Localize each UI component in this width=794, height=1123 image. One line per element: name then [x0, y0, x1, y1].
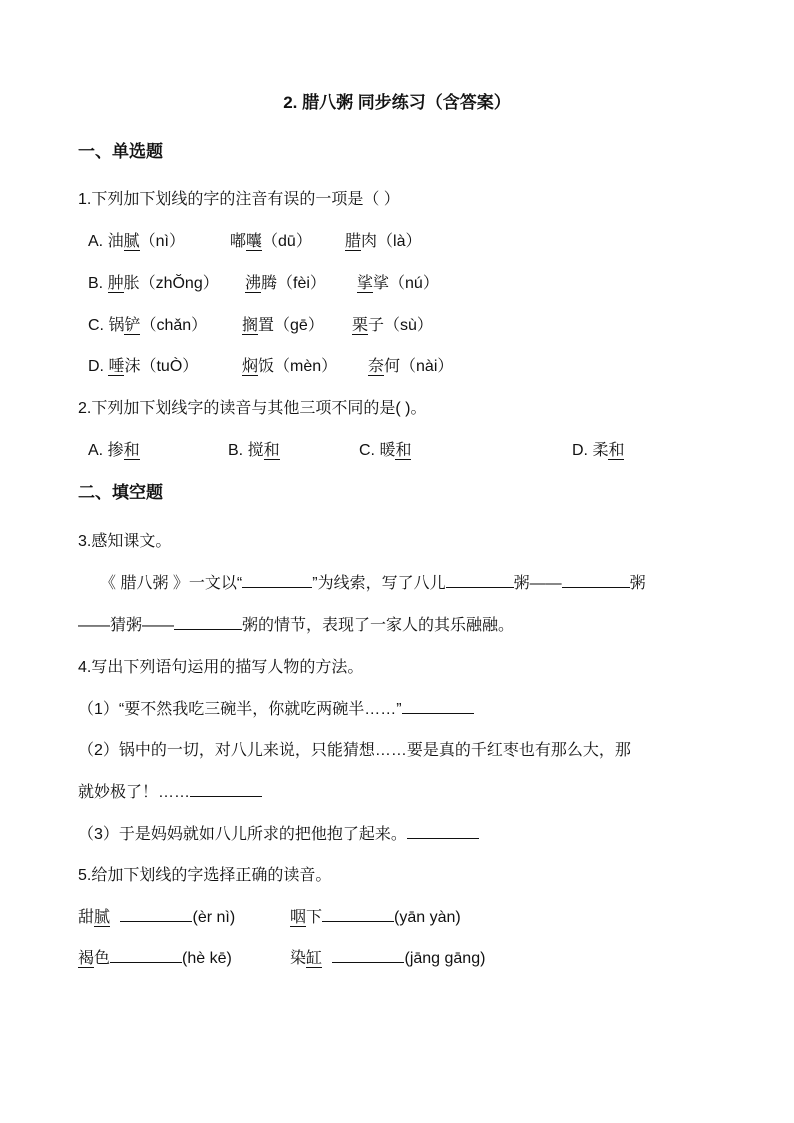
q1-c-prefix: C. 锅 — [88, 317, 125, 334]
q5-item-1 — [78, 904, 235, 927]
q3-blank-3[interactable] — [562, 586, 630, 588]
q1-d3-underlined: 奈 — [368, 358, 385, 375]
q3-text-2: ”为线索，写了八儿 — [312, 575, 446, 592]
q1-c2-underlined: 搁 — [242, 317, 259, 334]
q4-item-2-text: 就妙极了！…… — [78, 784, 191, 801]
q5-item-3 — [78, 945, 232, 968]
q1-c3-rest: 子（sù） — [368, 317, 433, 334]
q1-a2-underlined: 囔 — [246, 233, 263, 250]
q1-option-d — [88, 353, 198, 376]
q1-a-pinyin: （nì） — [139, 233, 185, 250]
q4-item-1 — [78, 696, 474, 719]
q3-blank-2[interactable] — [446, 586, 514, 588]
worksheet-title: 2. 腊八粥 同步练习（含答案） — [283, 93, 511, 112]
q2-b-underlined: 和 — [263, 442, 280, 459]
q5-item-3-underlined: 褐 — [78, 950, 95, 967]
q2-a-prefix: A. 掺 — [88, 442, 124, 459]
q1-d-underlined: 唾 — [108, 358, 125, 375]
q5-item-4-options: (jāng gāng) — [404, 950, 486, 967]
q3-line-1 — [100, 570, 646, 593]
q1-b3-rest: 挲（nú） — [373, 275, 439, 292]
q1-c-underlined: 铲 — [124, 317, 141, 334]
q4-item-1-text: （1）“要不然我吃三碗半，你就吃两碗半……” — [78, 701, 402, 718]
q1-a2-first: 嘟 — [230, 233, 247, 250]
q5-blank-4[interactable] — [332, 961, 404, 963]
q4-blank-2[interactable] — [190, 795, 262, 797]
q4-blank-1[interactable] — [402, 712, 474, 714]
question-1-stem: 1.下列加下划线的字的注音有误的一项是（ ） — [78, 191, 400, 208]
q1-option-d-word3 — [368, 353, 453, 376]
q5-item-3-post: 色 — [94, 950, 111, 967]
q5-item-4-pre: 染 — [290, 950, 307, 967]
q5-item-2-options: (yān yàn) — [394, 909, 461, 926]
q3-line-2 — [78, 612, 514, 635]
q3-text-6: 粥的情节，表现了一家人的其乐融融。 — [242, 617, 515, 634]
q2-option-d — [572, 437, 624, 460]
q5-item-1-options: (èr nì) — [192, 909, 236, 926]
q5-item-3-options: (hè kē) — [182, 950, 232, 967]
q1-d3-rest: 何（nài） — [384, 358, 454, 375]
q3-text-5: ——猜粥—— — [78, 617, 175, 634]
q3-blank-1[interactable] — [242, 586, 312, 588]
q2-d-prefix: D. 柔 — [572, 442, 609, 459]
q1-d2-underlined: 焖 — [242, 358, 259, 375]
q1-b-label: B. — [88, 275, 108, 292]
q2-option-c — [359, 437, 411, 460]
q2-c-underlined: 和 — [395, 442, 412, 459]
q2-a-underlined: 和 — [123, 442, 140, 459]
q1-option-c-word2 — [242, 312, 324, 335]
q1-option-b — [88, 270, 219, 293]
q4-item-3-text: （3）于是妈妈就如八儿所求的把他抱了起来。 — [78, 826, 407, 843]
section-heading-single-choice: 一、单选题 — [78, 142, 163, 161]
q5-blank-3[interactable] — [110, 961, 182, 963]
q1-c3-underlined: 栗 — [352, 317, 369, 334]
q3-text-3: 粥—— — [513, 575, 562, 592]
q3-blank-4[interactable] — [174, 628, 242, 630]
q5-item-1-underlined: 腻 — [94, 909, 111, 926]
q2-option-b — [228, 437, 280, 460]
q2-d-underlined: 和 — [608, 442, 625, 459]
q3-text-1: 《 腊八粥 》一文以“ — [100, 575, 243, 592]
q3-text-4: 粥 — [629, 575, 646, 592]
q1-b2-underlined: 沸 — [245, 275, 262, 292]
question-3-stem: 3.感知课文。 — [78, 533, 172, 550]
q5-blank-2[interactable] — [322, 920, 394, 922]
q1-option-a-word2 — [230, 228, 312, 251]
q1-d-label: D. — [88, 358, 109, 375]
q1-option-b-word3 — [357, 270, 439, 293]
q1-option-a — [88, 228, 185, 251]
question-5-stem: 5.给加下划线的字选择正确的读音。 — [78, 867, 332, 884]
q1-b3-underlined: 挲 — [357, 275, 374, 292]
q1-option-d-word2 — [242, 353, 337, 376]
q2-option-a — [88, 437, 140, 460]
q4-item-2-line-1: （2）锅中的一切，对八儿来说，只能猜想……要是真的千红枣也有那么大，那 — [78, 742, 631, 759]
q5-item-4-underlined: 缸 — [306, 950, 323, 967]
q1-a-underlined: 腻 — [123, 233, 140, 250]
q5-item-2-underlined: 咽 — [290, 909, 307, 926]
question-4-stem: 4.写出下列语句运用的描写人物的方法。 — [78, 659, 364, 676]
q1-b-underlined: 肿 — [107, 275, 124, 292]
q4-item-3 — [78, 821, 479, 844]
q1-d2-rest: 饭（mèn） — [258, 358, 338, 375]
q1-option-c-word3 — [352, 312, 433, 335]
q1-option-b-word2 — [245, 270, 326, 293]
q1-d-rest: 沫（tuÒ） — [124, 358, 199, 375]
q1-c-pinyin: （chǎn） — [140, 317, 208, 334]
q1-b-rest: 胀（zhŎng） — [123, 275, 219, 292]
q1-a3-underlined: 腊 — [345, 233, 362, 250]
q1-a-prefix: A. 油 — [88, 233, 124, 250]
q1-a2-pinyin: （dū） — [262, 233, 312, 250]
q4-blank-3[interactable] — [407, 837, 479, 839]
q5-item-4 — [290, 945, 485, 968]
q1-option-a-word3 — [345, 228, 421, 251]
q1-b2-rest: 腾（fèi） — [261, 275, 326, 292]
q5-item-2 — [290, 904, 461, 927]
q4-item-2-line-2 — [78, 779, 262, 802]
q1-a3-rest: 肉（là） — [361, 233, 422, 250]
q5-item-1-pre: 甜 — [78, 909, 95, 926]
q5-blank-1[interactable] — [120, 920, 192, 922]
q5-item-2-post: 下 — [306, 909, 323, 926]
q1-c2-rest: 置（gē） — [258, 317, 324, 334]
question-2-stem: 2.下列加下划线字的读音与其他三项不同的是( )。 — [78, 400, 427, 417]
q2-b-prefix: B. 搅 — [228, 442, 264, 459]
q2-c-prefix: C. 暖 — [359, 442, 396, 459]
q1-option-c — [88, 312, 207, 335]
section-heading-fill-blank: 二、填空题 — [78, 483, 163, 502]
